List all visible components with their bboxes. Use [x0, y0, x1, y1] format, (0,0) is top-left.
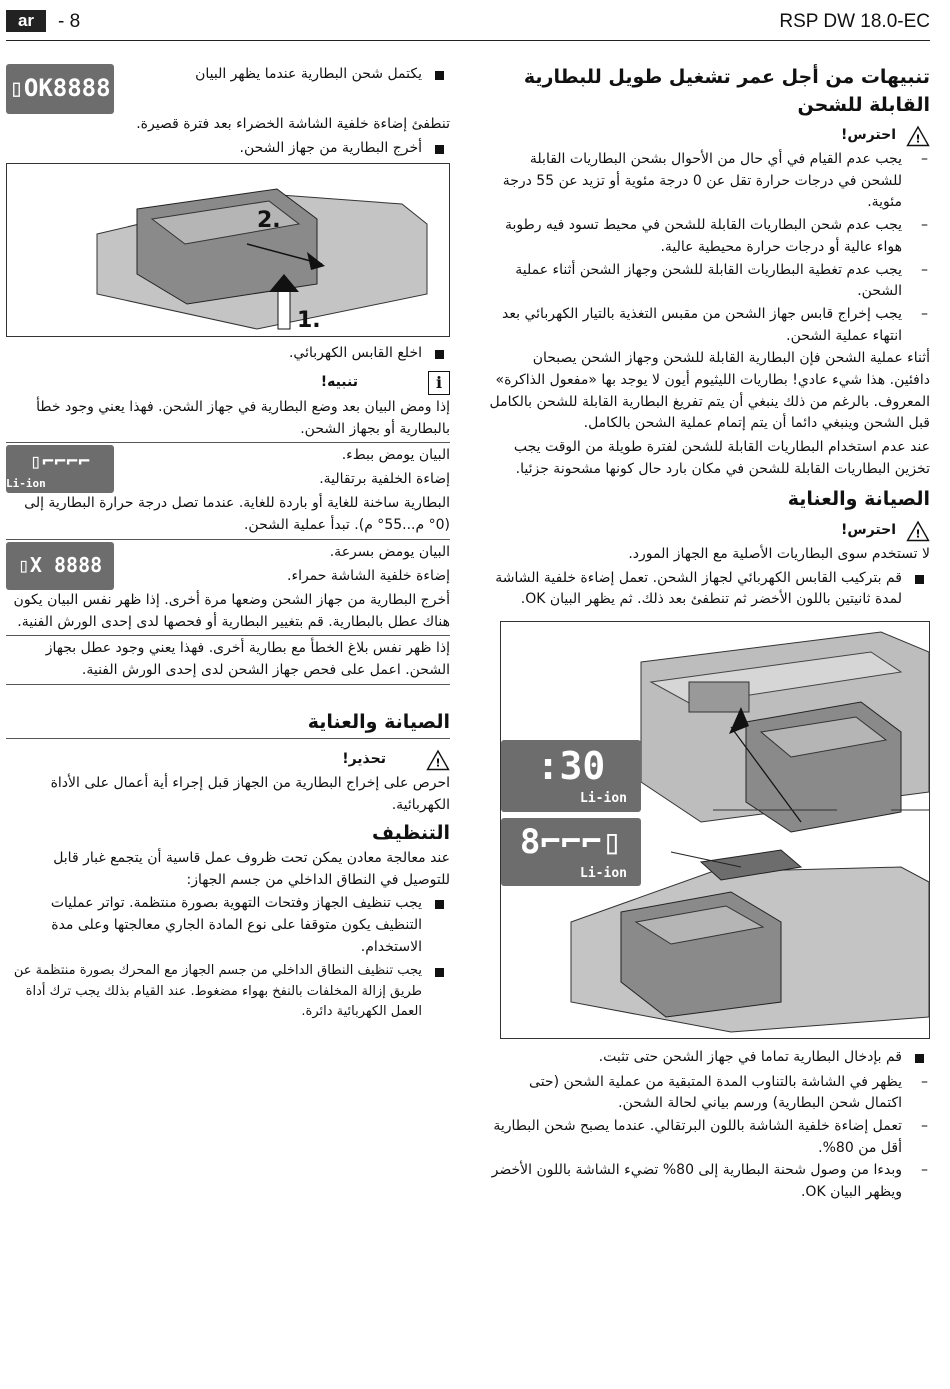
slow-blink-text — [122, 445, 450, 492]
lcd-value: OK8888▯ — [9, 74, 111, 103]
list-item: قم بتركيب القابس الكهربائي لجهاز الشحن. تعمل إضاءة خلفية الشاشة لمدة ثانيتين باللون الأخضر ثم تنطفئ بعد ذلك. ثم يظهر البيان OK. — [488, 568, 930, 611]
list-item: يجب تنظيف الجهاز وفتحات التهوية بصورة منتظمة. تواتر عمليات التنظيف يكون متوقفا على نوع المادة الجاري معالجتها وعلى مدة الاستخدام. — [6, 893, 450, 958]
section-title-maintenance: الصيانة والعناية — [787, 488, 930, 511]
step-label-1: 1. — [297, 308, 321, 334]
lcd-time-display — [501, 740, 641, 812]
warning-row — [6, 749, 450, 771]
fast-blink-row — [6, 542, 450, 590]
list-item: – يجب إخراج قابس جهاز الشحن من مقبس التغذية بالتيار الكهربائي بعد انتهاء عملية الشحن. — [488, 304, 930, 347]
paragraph: احرص على إخراج البطارية من الجهاز قبل إجراء أية أعمال على الأداة الكهربائية. — [50, 775, 450, 813]
info-icon: i — [428, 371, 450, 395]
list-item: – يجب عدم شحن البطاريات القابلة للشحن في محيط تسود فيه رطوبة هواء عالية أو درجات حرارة محيطية عالية. — [488, 215, 930, 258]
list-item: أخرج البطارية من جهاز الشحن. — [6, 138, 450, 160]
paragraph: إضاءة الخلفية برتقالية. — [319, 471, 450, 488]
lcd-charge-display — [501, 818, 641, 886]
paragraph: إذا ومض البيان بعد وضع البطارية في جهاز الشحن. فهذا يعني وجود خطأ بالبطارية أو بجهاز الشحن. — [36, 399, 450, 437]
step-label-2: 2. — [257, 208, 281, 234]
list-item: – يظهر في الشاشة بالتناوب المدة المتبقية من عملية الشحن (حتى اكتمال شحن البطارية) ورسم بياني لحالة الشحن. — [488, 1072, 930, 1115]
caution-row — [488, 520, 930, 542]
figure-charger-insert — [500, 621, 930, 1039]
lcd-value: X 8888▯ — [17, 553, 103, 578]
list-item: يجب تنظيف النطاق الداخلي من جسم الجهاز مع المحرك بصورة منتظمة عن طريق إزالة المخلفات بالنفخ بهواء مضغوط. عند القيام بذلك يجب ترك أداة العمل الكهربائية دائرة. — [6, 961, 450, 1021]
lcd-value: :30 — [536, 743, 606, 788]
paragraph: البطارية ساخنة للغاية أو باردة للغاية. عندما تصل درجة حرارة البطارية إلى (0° م...55° م). تبدأ عملية الشحن. — [24, 495, 450, 534]
lcd-ok-display — [6, 64, 114, 114]
list-item: اخلع القابس الكهربائي. — [6, 343, 450, 365]
list-item: – وبدءا من وصول شحنة البطارية إلى 80% تضيء الشاشة باللون الأخضر ويظهر البيان OK. — [488, 1160, 930, 1203]
lcd-sub: Li-ion — [580, 865, 627, 881]
paragraph: أثناء عملية الشحن فإن البطارية القابلة للشحن وجهاز الشحن يصبحان دافئين. هذا شيء عادي! بطاريات الليثيوم أيون لا يوجد بها «مفعول الذاكرة» المعروف. بالرغم من ذلك ينبغي أن يتم تفريغ البطارية القابلة للشحن بالكامل قبل الشحن وينبغي دائما أن يتم إتمام عملية الشحن بالكامل. — [489, 350, 930, 432]
slow-blink-row — [6, 445, 450, 493]
lcd-value: ⌐⌐⌐⌐▯ — [29, 448, 91, 473]
divider — [6, 539, 450, 540]
lcd-sub: Li-ion — [6, 476, 46, 490]
paragraph: تنطفئ إضاءة خلفية الشاشة الخضراء بعد فترة قصيرة. — [136, 116, 450, 132]
paragraph: إذا ظهر نفس بلاغ الخطأ مع بطارية أخرى. فهذا يعني وجود عطل بجهاز الشحن. اعمل على فحص جهاز الشحن لدى إحدى الورش الفنية. — [45, 640, 450, 678]
svg-text:!: ! — [915, 527, 921, 541]
section-title-cleaning: التنظيف — [371, 822, 450, 845]
list-item: يكتمل شحن البطارية عندما يظهر البيان — [122, 64, 450, 86]
warning-triangle-icon — [906, 520, 930, 542]
note-row — [6, 371, 450, 395]
warning-label: تحذير! — [342, 751, 386, 768]
lcd-slow-display — [6, 445, 114, 493]
paragraph: إضاءة خلفية الشاشة حمراء. — [287, 567, 450, 584]
figure-battery-remove — [6, 163, 450, 337]
caution-label: احترس! — [840, 522, 896, 539]
page-number: - 8 — [58, 11, 81, 32]
left-column — [6, 64, 450, 1025]
divider — [6, 738, 450, 739]
lcd-sub: Li-ion — [580, 790, 627, 806]
paragraph: البيان يومض ببطء. — [341, 447, 450, 464]
header-rule — [6, 40, 930, 41]
warning-triangle-icon — [426, 749, 450, 771]
paragraph: عند معالجة معادن يمكن تحت ظروف عمل قاسية أن يتجمع غبار قابل للتوصيل في النطاق الداخلي من جسم الجهاز: — [53, 850, 450, 888]
ok-row — [6, 64, 450, 114]
paragraph: عند عدم استخدام البطاريات القابلة للشحن لفترة طويلة من الوقت يجب تخزين البطاريات القابلة للشحن في مكان بارد حال كونها مشحونة جزئيا. — [513, 439, 930, 477]
lcd-fast-display — [6, 542, 114, 590]
divider — [6, 635, 450, 636]
remove-illustration — [7, 164, 449, 336]
lcd-value: 8⌐⌐⌐▯ — [519, 821, 623, 862]
model-name: RSP DW 18.0-EC — [779, 11, 930, 32]
list-item: – تعمل إضاءة خلفية الشاشة باللون البرتقالي. عندما يصبح شحن البطارية أقل من 80%. — [488, 1116, 930, 1159]
caution-label: احترس! — [840, 127, 896, 144]
language-badge: ar — [6, 10, 46, 32]
svg-text:!: ! — [915, 132, 921, 146]
svg-text:!: ! — [435, 756, 441, 770]
divider — [6, 684, 450, 685]
note-text: لا تستخدم سوى البطاريات الأصلية مع الجهاز المورد. — [628, 545, 930, 562]
list-item: – يجب عدم تغطية البطاريات القابلة للشحن وجهاز الشحن أثناء عملية الشحن. — [488, 260, 930, 303]
list-item: – يجب عدم القيام في أي حال من الأحوال بشحن البطاريات القابلة للشحن في درجات حرارة تقل عن 0 درجة مئوية أو تزيد عن 55 درجة مئوية. — [488, 149, 930, 214]
fast-blink-text — [122, 542, 450, 589]
divider — [6, 442, 450, 443]
right-column — [488, 64, 930, 1205]
caution-row — [488, 125, 930, 147]
section-title-battery-life: تنبيهات من أجل عمر تشغيل طويل للبطارية القابلة للشحن — [523, 66, 930, 116]
warning-triangle-icon — [906, 125, 930, 147]
note-label: تنبيه! — [320, 374, 358, 391]
section-title-maintenance: الصيانة والعناية — [307, 710, 450, 733]
paragraph: أخرج البطارية من جهاز الشحن وضعها مرة أخرى. إذا ظهر نفس البيان يكون هناك عطل بالبطارية. قم بتغيير البطارية أو فحصها لدى إحدى الورش الفنية. — [13, 591, 450, 630]
list-item: قم بإدخال البطارية تماما في جهاز الشحن حتى تثبت. — [488, 1047, 930, 1069]
paragraph: البيان يومض بسرعة. — [329, 543, 450, 560]
